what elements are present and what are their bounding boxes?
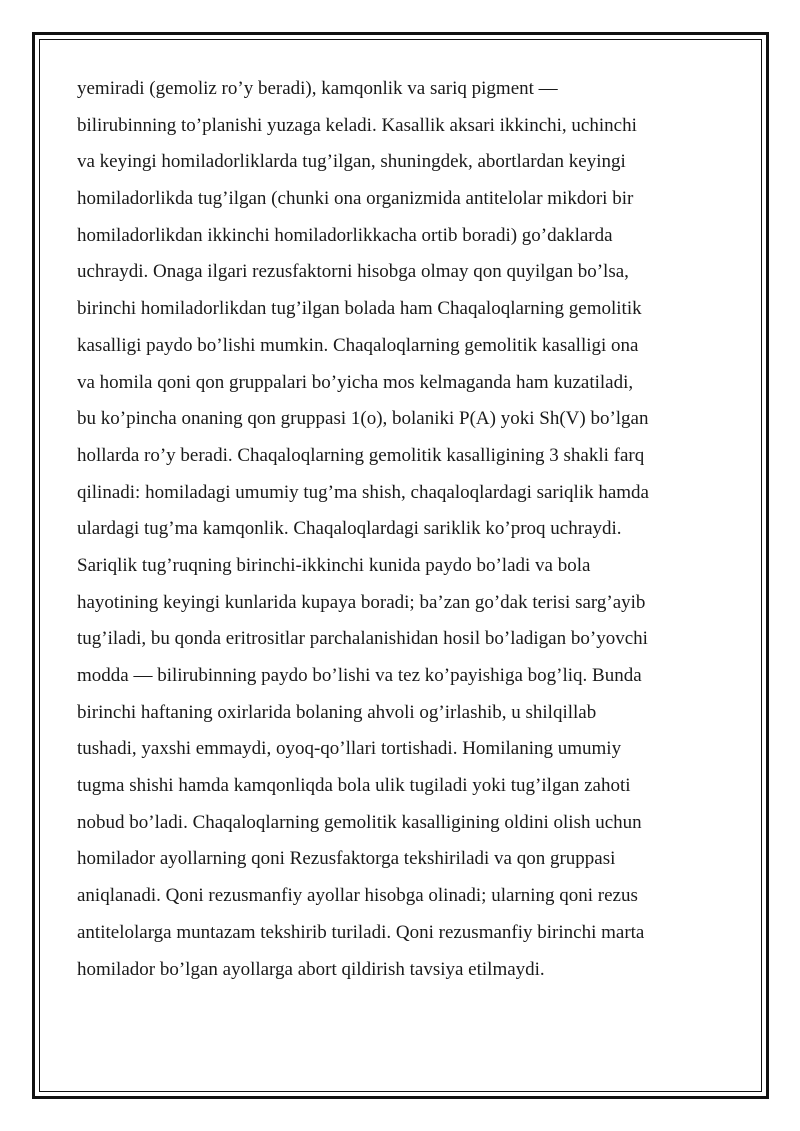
text-line: nobud bo’ladi. Chaqaloqlarning gemolitik kasalligining oldini olish uchun [77,811,642,833]
text-line: tug’iladi, bu qonda eritrositlar parchalanishidan hosil bo’ladigan bo’yovchi [77,628,648,650]
text-line: modda — bilirubinning paydo bo’lishi va tez ko’payishiga bog’liq. Bunda [77,665,642,686]
text-line: homilador ayollarning qoni Rezusfaktorga tekshiriladi va qon gruppasi [77,848,616,870]
text-line: antitelolarga muntazam tekshirib turiladi. Qoni rezusmanfiy birinchi marta [77,921,645,943]
text-line: yemiradi (gemoliz ro’y beradi), kamqonlik va sariq pigment — [77,78,558,99]
text-line: uchraydi. Onaga ilgari rezusfaktorni hisobga olmay qon quyilgan bo’lsa, [77,261,629,283]
text-line: kasalligi paydo bo’lishi mumkin. Chaqaloqlarning gemolitik kasalligi ona [77,334,639,356]
text-line: Sariqlik tug’ruqning birinchi-ikkinchi kunida paydo bo’ladi va bola [77,554,591,576]
text-line: aniqlanadi. Qoni rezusmanfiy ayollar hisobga olinadi; ularning qoni rezus [77,885,638,907]
body-text [77,71,737,988]
text-line: hayotining keyingi kunlarida kupaya boradi; ba’zan go’dak terisi sarg’ayib [77,591,646,613]
text-line: homiladorlikdan ikkinchi homiladorlikkacha ortib boradi) go’daklarda [77,224,613,246]
text-line: birinchi haftaning oxirlarida bolaning ahvoli og’irlashib, u shilqillab [77,701,597,723]
text-line: ulardagi tug’ma kamqonlik. Chaqaloqlardagi sariklik ko’proq uchraydi. [77,518,622,540]
text-line: va homila qoni qon gruppalari bo’yicha mos kelmaganda ham kuzatiladi, [77,371,634,393]
text-line: tugma shishi hamda kamqonliqda bola ulik tugiladi yoki tug’ilgan zahoti [77,775,631,797]
text-line: qilinadi: homiladagi umumiy tug’ma shish, chaqaloqlardagi sariqlik hamda [77,481,649,503]
text-line: tushadi, yaxshi emmaydi, oyoq-qo’llari tortishadi. Homilaning umumiy [77,738,622,760]
text-line: bilirubinning to’planishi yuzaga keladi. Kasallik aksari ikkinchi, uchinchi [77,114,637,136]
text-line: homiladorlikda tug’ilgan (chunki ona organizmida antitelolar mikdori bir [77,188,634,210]
text-line: homilador bo’lgan ayollarga abort qildirish tavsiya etilmaydi. [77,958,545,980]
text-line: va keyingi homiladorliklarda tug’ilgan, shuningdek, abortlardan keyingi [77,151,626,173]
text-line: bu ko’pincha onaning qon gruppasi 1(o), bolaniki P(A) yoki Sh(V) bo’lgan [77,408,649,430]
text-line: hollarda ro’y beradi. Chaqaloqlarning gemolitik kasalligining 3 shakli farq [77,444,645,466]
text-line: birinchi homiladorlikdan tug’ilgan bolada ham Chaqaloqlarning gemolitik [77,298,642,320]
